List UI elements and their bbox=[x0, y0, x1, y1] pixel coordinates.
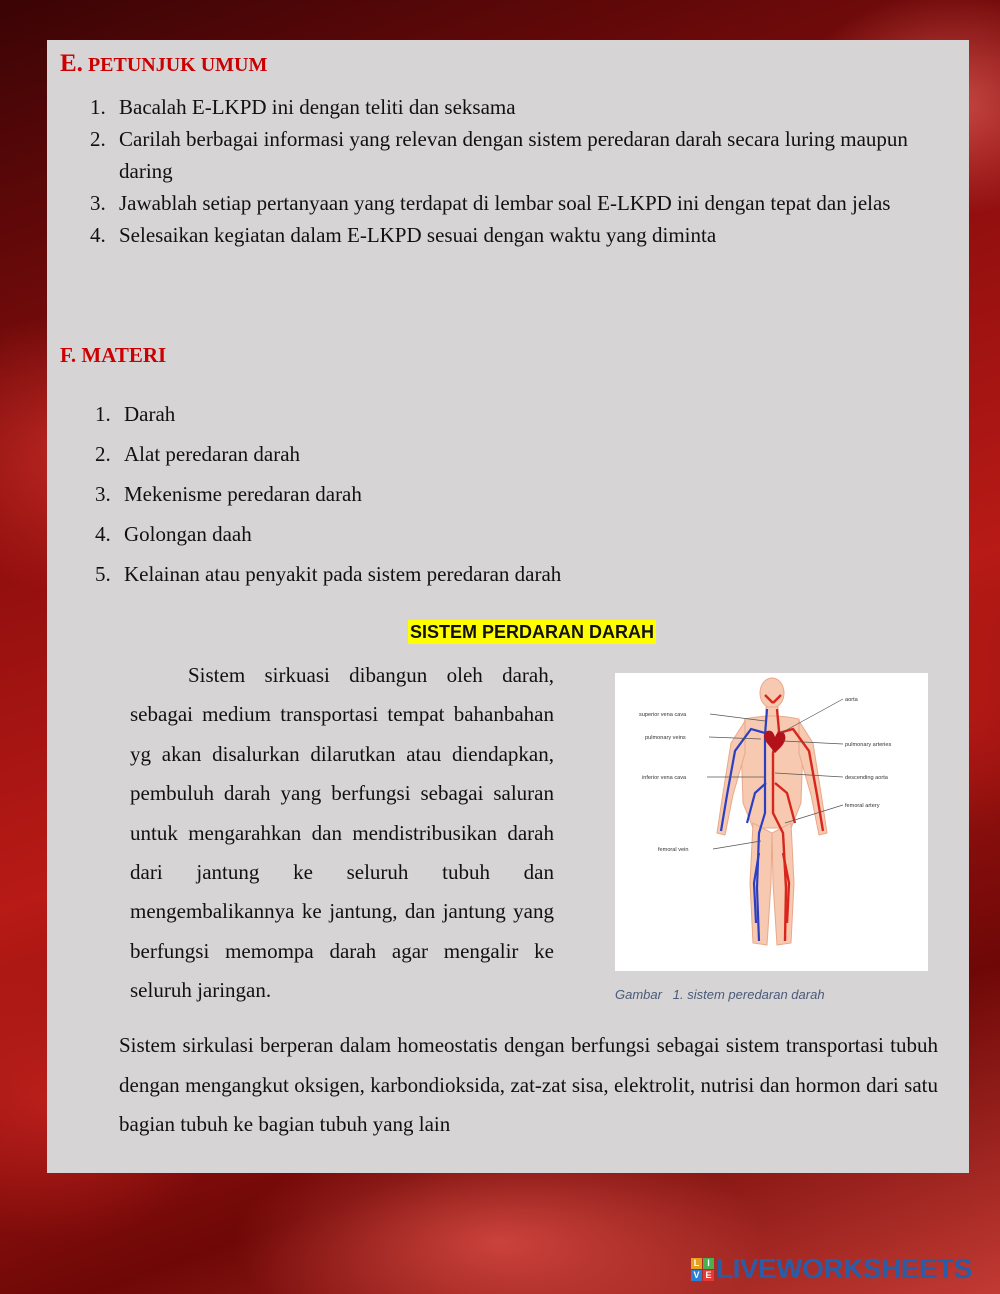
worksheet-page bbox=[47, 40, 969, 1173]
subtitle-highlight: SISTEM PERDARAN DARAH bbox=[410, 622, 655, 642]
list-item: 3. Mekenisme peredaran darah bbox=[95, 482, 362, 506]
instructions-list bbox=[90, 91, 920, 251]
list-item: 1. Bacalah E-LKPD ini dengan teliti dan seksama bbox=[90, 95, 516, 119]
circulatory-diagram bbox=[615, 673, 928, 971]
list-item: 3. Jawablah setiap pertanyaan yang terdapat di lembar soal E-LKPD ini dengan tepat dan jelas bbox=[90, 191, 891, 215]
list-item: 4. Selesaikan kegiatan dalam E-LKPD sesuai dengan waktu yang diminta bbox=[90, 223, 717, 247]
label-inferior-vena-cava: inferior vena cava bbox=[642, 775, 687, 781]
logo-text: LIVEWORKSHEETS bbox=[716, 1253, 972, 1284]
section-e-letter: E. bbox=[60, 50, 83, 77]
label-pulmonary-veins: pulmonary veins bbox=[645, 735, 686, 741]
list-item: 2. Carilah berbagai informasi yang relevan dengan sistem peredaran darah secara luring maupun daring bbox=[90, 127, 908, 183]
circulation-paragraph: Sistem sirkuasi dibangun oleh darah, sebagai medium transportasi tempat bahanbahan yg akan disalurkan dilarutkan atau diendapkan, pembuluh darah yang berfungsi sebagai saluran untuk mengarahkan dan mendistribusikan darah dari jantung ke seluruh tubuh dan mengembalikannya ke jantung, dan jantung yang berfungsi memompa darah agar mengalir ke seluruh jaringan. bbox=[130, 663, 554, 1003]
circulatory-system-figure bbox=[615, 673, 928, 971]
list-item: 4. Golongan daah bbox=[95, 522, 252, 546]
label-femoral-artery: femoral artery bbox=[845, 803, 880, 809]
list-item: 5. Kelainan atau penyakit pada sistem peredaran darah bbox=[95, 562, 562, 586]
label-descending-aorta: descending aorta bbox=[845, 775, 888, 781]
list-item: 1. Darah bbox=[95, 402, 176, 426]
list-item: 2. Alat peredaran darah bbox=[95, 442, 301, 466]
section-e-title: PETUNJUK UMUM bbox=[87, 54, 268, 76]
figure-caption: Gambar 1. sistem peredaran darah bbox=[615, 987, 825, 1002]
label-superior-vena-cava: superior vena cava bbox=[639, 712, 687, 718]
label-aorta: aorta bbox=[845, 697, 858, 703]
homeostasis-paragraph: Sistem sirkulasi berperan dalam homeostatis dengan berfungsi sebagai sistem transportasi tubuh dengan mengangkut oksigen, karbondioksida, zat-zat sisa, elektrolit, nutrisi dan hormon dari satu bagian tubuh ke bagian tubuh yang lain bbox=[119, 1033, 938, 1136]
section-f-heading: F. MATERI bbox=[60, 343, 167, 367]
section-e-heading bbox=[60, 50, 267, 78]
logo-mark-icon: L I V E bbox=[691, 1258, 714, 1281]
materials-list bbox=[95, 394, 695, 594]
label-femoral-vein: femoral vein bbox=[658, 847, 689, 853]
label-pulmonary-arteries: pulmonary arteries bbox=[845, 742, 892, 748]
liveworksheets-logo[interactable] bbox=[691, 1254, 972, 1284]
